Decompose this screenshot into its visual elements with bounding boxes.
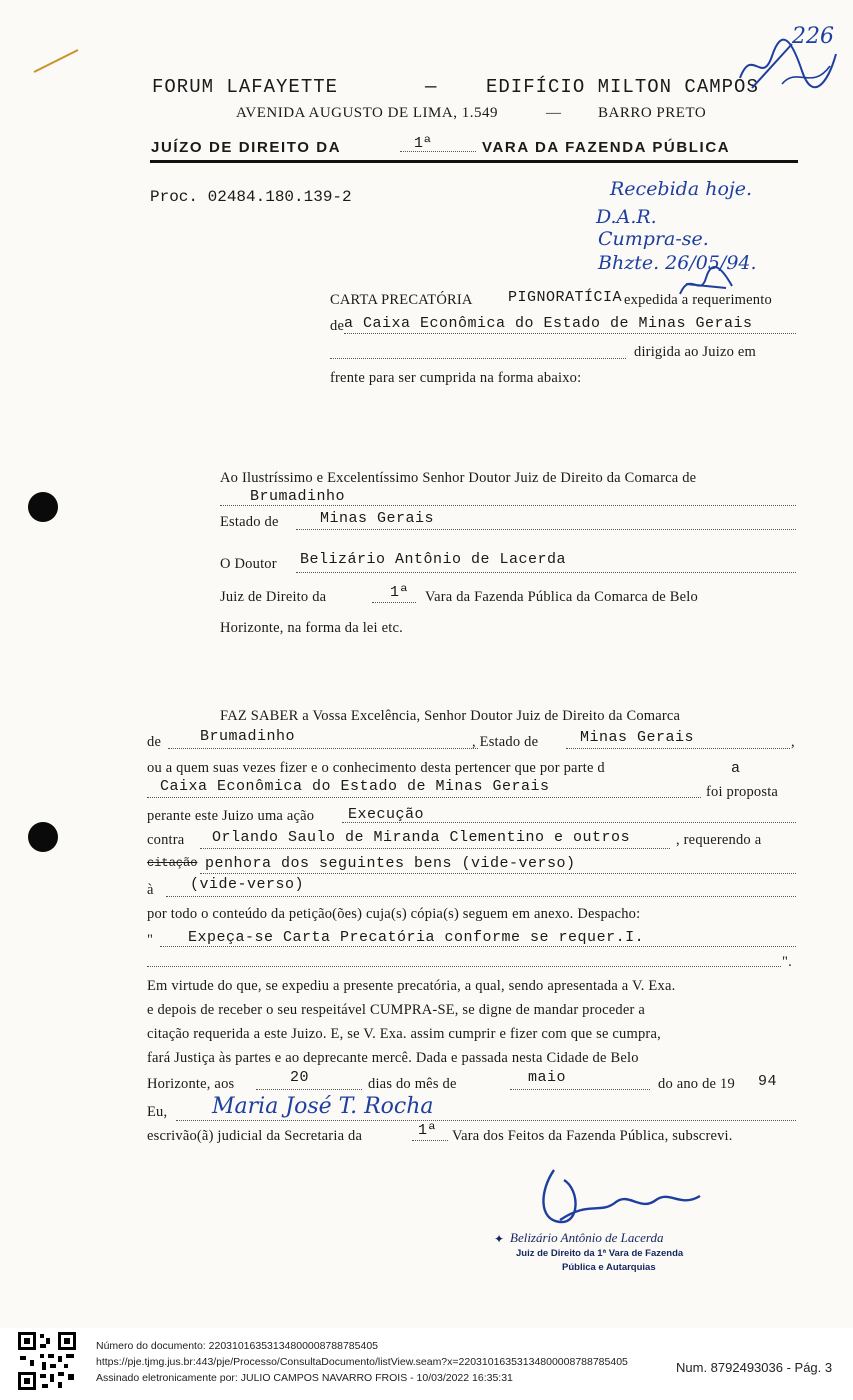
header-dash: — bbox=[425, 76, 437, 98]
cumpra-note: Cumpra-se. bbox=[598, 228, 709, 250]
doutor-line bbox=[296, 572, 796, 573]
date-day: 20 bbox=[290, 1069, 310, 1086]
footer-signed: Assinado eletronicamente por: JULIO CAMPOS NAVARRO FROIS - 10/03/2022 16:35:31 bbox=[96, 1372, 513, 1384]
body-a-label: à bbox=[147, 882, 154, 898]
body-acao-line bbox=[342, 822, 796, 823]
doutor-label: O Doutor bbox=[220, 556, 277, 572]
punch-hole-bottom bbox=[28, 822, 58, 852]
court-prefix: JUÍZO DE DIREITO DA bbox=[151, 139, 342, 156]
paragraph-line5b: dias do mês de bbox=[368, 1076, 457, 1092]
court-number-line bbox=[400, 151, 476, 152]
date-month-line bbox=[510, 1089, 650, 1090]
escrivao-vara: 1ª bbox=[418, 1122, 438, 1139]
carta-requester-line bbox=[344, 333, 796, 334]
paragraph-line5c: do ano de 19 bbox=[658, 1076, 735, 1092]
body-despacho-line2 bbox=[147, 966, 781, 967]
footer-page-number: Num. 8792493036 - Pág. 3 bbox=[676, 1360, 833, 1375]
header-district: BARRO PRETO bbox=[598, 105, 707, 121]
body-comarca-line bbox=[168, 748, 478, 749]
carta-dirigida: dirigida ao Juizo em bbox=[634, 344, 756, 360]
body-parte-line bbox=[147, 797, 701, 798]
stamp-star-icon: ✦ bbox=[494, 1232, 505, 1246]
header-dash2: — bbox=[546, 105, 561, 121]
body-despacho-line bbox=[160, 946, 796, 947]
process-number: Proc. 02484.180.139-2 bbox=[150, 188, 352, 206]
escrivao-vara-line bbox=[412, 1140, 448, 1141]
date-day-line bbox=[256, 1089, 362, 1090]
address-estado-label: Estado de bbox=[220, 514, 279, 530]
contra: contra bbox=[147, 832, 185, 848]
escrivao-line bbox=[176, 1120, 796, 1121]
escrivao-line-b: Vara dos Feitos da Fazenda Pública, subscrevi. bbox=[452, 1128, 733, 1144]
corner-mark bbox=[32, 46, 82, 76]
stamp-role2: Pública e Autarquias bbox=[562, 1262, 656, 1273]
juiz-prefix: Juiz de Direito da bbox=[220, 589, 327, 605]
body-a: a bbox=[731, 760, 741, 777]
stamp-role: Juiz de Direito da 1ª Vara de Fazenda bbox=[516, 1248, 684, 1259]
carta-suffix: expedida a requerimento bbox=[624, 292, 772, 308]
court-underline bbox=[150, 160, 798, 163]
judge-signature-label bbox=[552, 1170, 561, 1172]
body-de: de bbox=[147, 734, 162, 750]
header-forum: FORUM LAFAYETTE bbox=[152, 76, 339, 98]
juiz-line2: Horizonte, na forma da lei etc. bbox=[220, 620, 403, 636]
juiz-vara: 1ª bbox=[390, 584, 410, 601]
body-comma: , bbox=[791, 734, 795, 750]
body-parte: Caixa Econômica do Estado de Minas Gerais bbox=[160, 778, 550, 795]
carta-de: de bbox=[330, 318, 345, 334]
eu-label: Eu, bbox=[147, 1104, 168, 1120]
qr-code-icon bbox=[16, 1330, 78, 1392]
foi-proposta: foi proposta bbox=[706, 784, 779, 800]
body-reu-line bbox=[200, 848, 670, 849]
body-comarca: Brumadinho bbox=[200, 728, 296, 745]
paragraph-line2: e depois de receber o seu respeitável CUMPRA-SE, se digne de mandar proceder a bbox=[147, 1002, 645, 1018]
escrivao-line-a: escrivão(ã) judicial da Secretaria da bbox=[147, 1128, 363, 1144]
doutor-name: Belizário Antônio de Lacerda bbox=[300, 551, 567, 568]
close-quote: ". bbox=[782, 954, 792, 970]
carta-prefix: CARTA PRECATÓRIA bbox=[330, 292, 473, 308]
body-acao: Execução bbox=[348, 806, 425, 823]
dar-note: D.A.R. bbox=[596, 206, 657, 228]
escrivao-signature: Maria José T. Rocha bbox=[212, 1094, 434, 1119]
header-avenue: AVENIDA AUGUSTO DE LIMA, 1.549 bbox=[236, 105, 498, 121]
por-todo: por todo o conteúdo da petição(ões) cuja(s) cópia(s) seguem em anexo. Despacho: bbox=[147, 906, 641, 922]
received-note: Recebida hoje. bbox=[610, 178, 753, 200]
body-reu: Orlando Saulo de Miranda Clementino e outros bbox=[212, 829, 631, 846]
carta-requester: a Caixa Econômica do Estado de Minas Gerais bbox=[344, 315, 753, 332]
court-suffix: VARA DA FAZENDA PÚBLICA bbox=[482, 139, 731, 156]
footer-doc-number: Número do documento: 22031016353134800008788785405 bbox=[96, 1340, 378, 1352]
paragraph-line5a: Horizonte, aos bbox=[147, 1076, 235, 1092]
address-comarca: Brumadinho bbox=[250, 488, 346, 505]
initials-scribble bbox=[732, 36, 842, 96]
paragraph-line3: citação requerida a este Juizo. E, se V. Exa. assim cumprir e fizer com que se cumpra, bbox=[147, 1026, 661, 1042]
juiz-suffix: Vara da Fazenda Pública da Comarca de Belo bbox=[425, 589, 698, 605]
carta-blank-line bbox=[330, 358, 626, 359]
carta-type: PIGNORATÍCIA bbox=[508, 289, 623, 306]
requerendo: , requerendo a bbox=[676, 832, 762, 848]
page-number-annotation: 226 bbox=[792, 24, 834, 49]
footer-url[interactable]: https://pje.tjmg.jus.br:443/pje/Processo/ConsultaDocumento/listView.seam?x=22031016353134800008788785405 bbox=[96, 1356, 628, 1368]
juiz-vara-line bbox=[372, 602, 416, 603]
address-estado: Minas Gerais bbox=[320, 510, 435, 527]
address-estado-line bbox=[296, 529, 796, 530]
address-comarca-line bbox=[220, 505, 796, 506]
stamp-name: Belizário Antônio de Lacerda bbox=[510, 1230, 664, 1245]
paragraph-line1: Em virtude do que, se expediu a presente precatória, a qual, sendo apresentada a V. Exa. bbox=[147, 978, 676, 994]
date-month: maio bbox=[528, 1069, 567, 1086]
body-estado-label: , Estado de bbox=[472, 734, 539, 750]
body-estado: Minas Gerais bbox=[580, 729, 695, 746]
judge-signature bbox=[520, 1160, 710, 1240]
body-despacho: Expeça-se Carta Precatória conforme se requer.I. bbox=[188, 929, 645, 946]
address-line1: Ao Ilustríssimo e Excelentíssimo Senhor Doutor Juiz de Direito da Comarca de bbox=[220, 470, 697, 486]
ou-quem: ou a quem suas vezes fizer e o conhecimento desta pertencer que por parte d bbox=[147, 760, 605, 776]
body-penhora-line bbox=[200, 873, 796, 874]
body-estado-line bbox=[566, 748, 790, 749]
punch-hole-top bbox=[28, 492, 58, 522]
date-year: 94 bbox=[758, 1073, 778, 1090]
body-vide: (vide-verso) bbox=[190, 876, 305, 893]
struck-word: citação bbox=[147, 856, 198, 870]
court-number: 1ª bbox=[414, 135, 433, 152]
perante: perante este Juizo uma ação bbox=[147, 808, 315, 824]
body-vide-line bbox=[166, 896, 796, 897]
header-building: EDIFÍCIO MILTON CAMPOS bbox=[486, 76, 759, 98]
faz-saber: FAZ SABER a Vossa Excelência, Senhor Doutor Juiz de Direito da Comarca bbox=[220, 708, 681, 724]
paragraph-line4: fará Justiça às partes e ao deprecante mercê. Dada e passada nesta Cidade de Belo bbox=[147, 1050, 639, 1066]
date-note: Bhzte. 26/05/94. bbox=[598, 252, 757, 274]
carta-frente: frente para ser cumprida na forma abaixo: bbox=[330, 370, 582, 386]
open-quote: " bbox=[147, 932, 154, 948]
body-penhora: penhora dos seguintes bens (vide-verso) bbox=[205, 855, 576, 872]
